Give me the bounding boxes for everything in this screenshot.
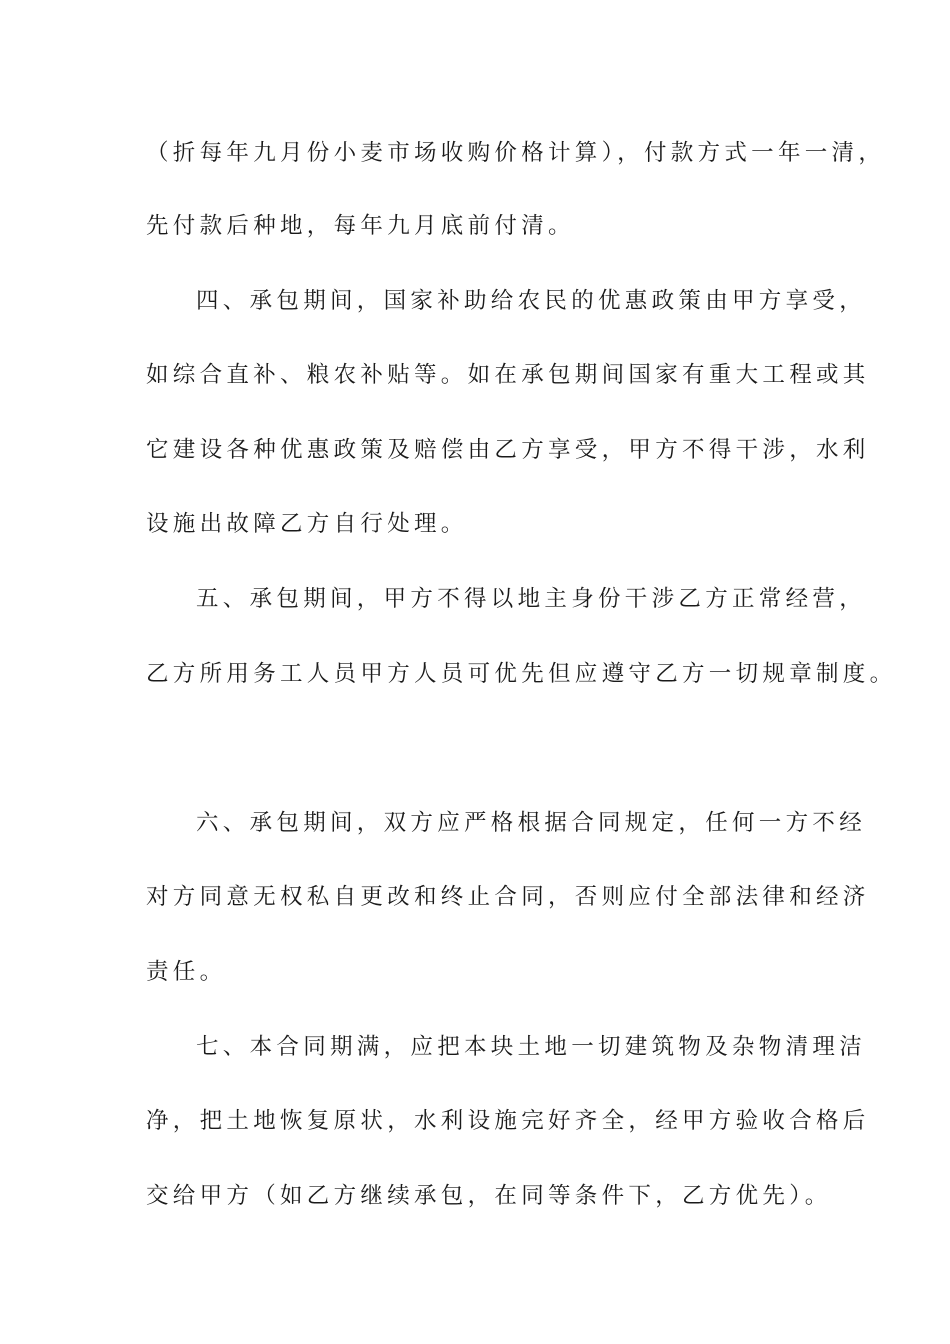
text-line: （折每年九月份小麦市场收购价格计算），付款方式一年一清， xyxy=(146,140,886,166)
text-line: 五、承包期间，甲方不得以地主身份干涉乙方正常经营， xyxy=(196,586,867,612)
text-line: 责任。 xyxy=(146,959,227,985)
text-line: 四、承包期间，国家补助给农民的优惠政策由甲方享受， xyxy=(196,288,867,314)
text-line: 交给甲方（如乙方继续承包，在同等条件下，乙方优先）。 xyxy=(146,1183,832,1209)
text-line: 净，把土地恢复原状，水利设施完好齐全，经甲方验收合格后 xyxy=(146,1108,870,1134)
text-line: 对方同意无权私自更改和终止合同，否则应付全部法律和经济 xyxy=(146,884,870,910)
text-line: 六、承包期间，双方应严格根据合同规定，任何一方不经 xyxy=(196,810,867,836)
text-line: 如综合直补、粮农补贴等。如在承包期间国家有重大工程或其 xyxy=(146,362,870,388)
text-line: 七、本合同期满，应把本块土地一切建筑物及杂物清理洁 xyxy=(196,1034,867,1060)
text-line: 设施出故障乙方自行处理。 xyxy=(146,511,468,537)
text-line: 它建设各种优惠政策及赔偿由乙方享受，甲方不得干涉，水利 xyxy=(146,437,870,463)
text-line: 先付款后种地，每年九月底前付清。 xyxy=(146,213,575,239)
text-line: 乙方所用务工人员甲方人员可优先但应遵守乙方一切规章制度。 xyxy=(146,661,897,687)
